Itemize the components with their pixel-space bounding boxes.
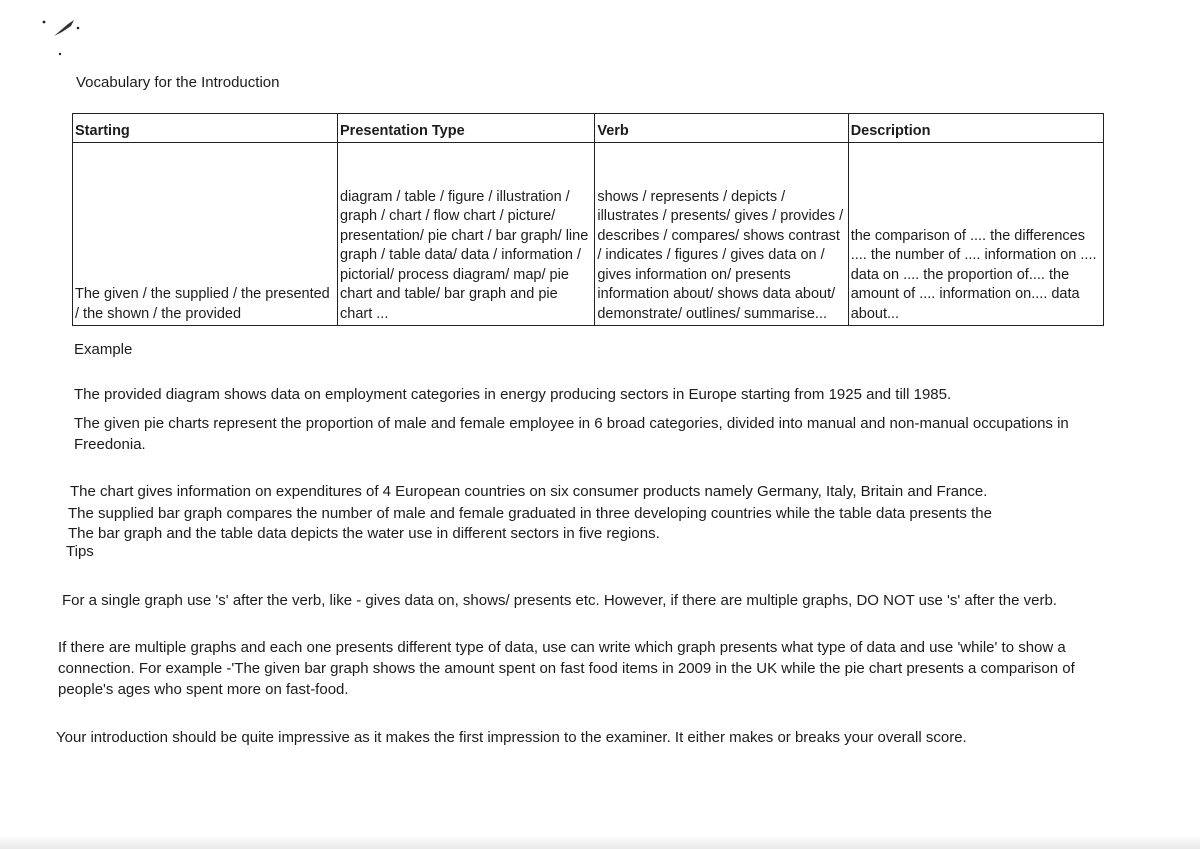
table-header-row bbox=[73, 114, 1104, 143]
cell-starting: The given / the supplied / the presented / the shown / the provided bbox=[73, 143, 338, 326]
header-description: Description bbox=[848, 114, 1103, 143]
pen-mark-icon bbox=[40, 14, 100, 64]
tip-paragraph: If there are multiple graphs and each one presents different type of data, use can write which graph presents what type of data and use 'while' to show a connection. For example -'The given bar graph shows the amount spent on fast food items in 2009 in the UK while the pie chart presents a comparison of people's ages who spent more on fast-food. bbox=[58, 639, 1075, 698]
page-heading: Vocabulary for the Introduction bbox=[76, 74, 280, 91]
cell-presentation-type: diagram / table / figure / illustration / graph / chart / flow chart / picture/ presentation/ pie chart / bar graph/ line graph / table data/ data / information / pictorial/ process diagram/ map/ pie chart and table/ bar graph and pie chart ... bbox=[338, 143, 595, 326]
header-presentation-type: Presentation Type bbox=[338, 114, 595, 143]
example-sentence: The supplied bar graph compares the number of male and female graduated in three developing countries while the table data presents the bbox=[68, 505, 992, 522]
tips-label: Tips bbox=[66, 543, 94, 560]
example-sentence: The bar graph and the table data depicts the water use in different sectors in five regions. bbox=[68, 525, 660, 542]
header-verb: Verb bbox=[595, 114, 848, 143]
example-sentence: The chart gives information on expenditures of 4 European countries on six consumer products namely Germany, Italy, Britain and France. bbox=[70, 483, 988, 500]
tip-paragraph: For a single graph use 's' after the verb, like - gives data on, shows/ presents etc. However, if there are multiple graphs, DO NOT use 's' after the verb. bbox=[62, 592, 1057, 609]
example-sentence: The provided diagram shows data on employment categories in energy producing sectors in Europe starting from 1925 and till 1985. bbox=[74, 386, 952, 403]
scan-edge-shadow bbox=[0, 835, 1200, 849]
cell-description: the comparison of .... the differences .... the number of .... information on .... data on .... the proportion of.... the amount of .... information on.... data about... bbox=[848, 143, 1103, 326]
tip-paragraph: Your introduction should be quite impressive as it makes the first impression to the examiner. It either makes or breaks your overall score. bbox=[56, 729, 967, 746]
table-row bbox=[73, 143, 1104, 326]
vocabulary-table bbox=[72, 113, 1104, 326]
cell-verb: shows / represents / depicts / illustrates / presents/ gives / provides / describes / compares/ shows contrast / indicates / figures / gives data on / gives information on/ presents information about/ shows data about/ demonstrate/ outlines/ summarise... bbox=[595, 143, 848, 326]
example-label: Example bbox=[74, 341, 133, 358]
header-starting: Starting bbox=[73, 114, 338, 143]
example-sentence: The given pie charts represent the proportion of male and female employee in 6 broad categories, divided into manual and non-manual occupations in Freedonia. bbox=[74, 415, 1069, 453]
